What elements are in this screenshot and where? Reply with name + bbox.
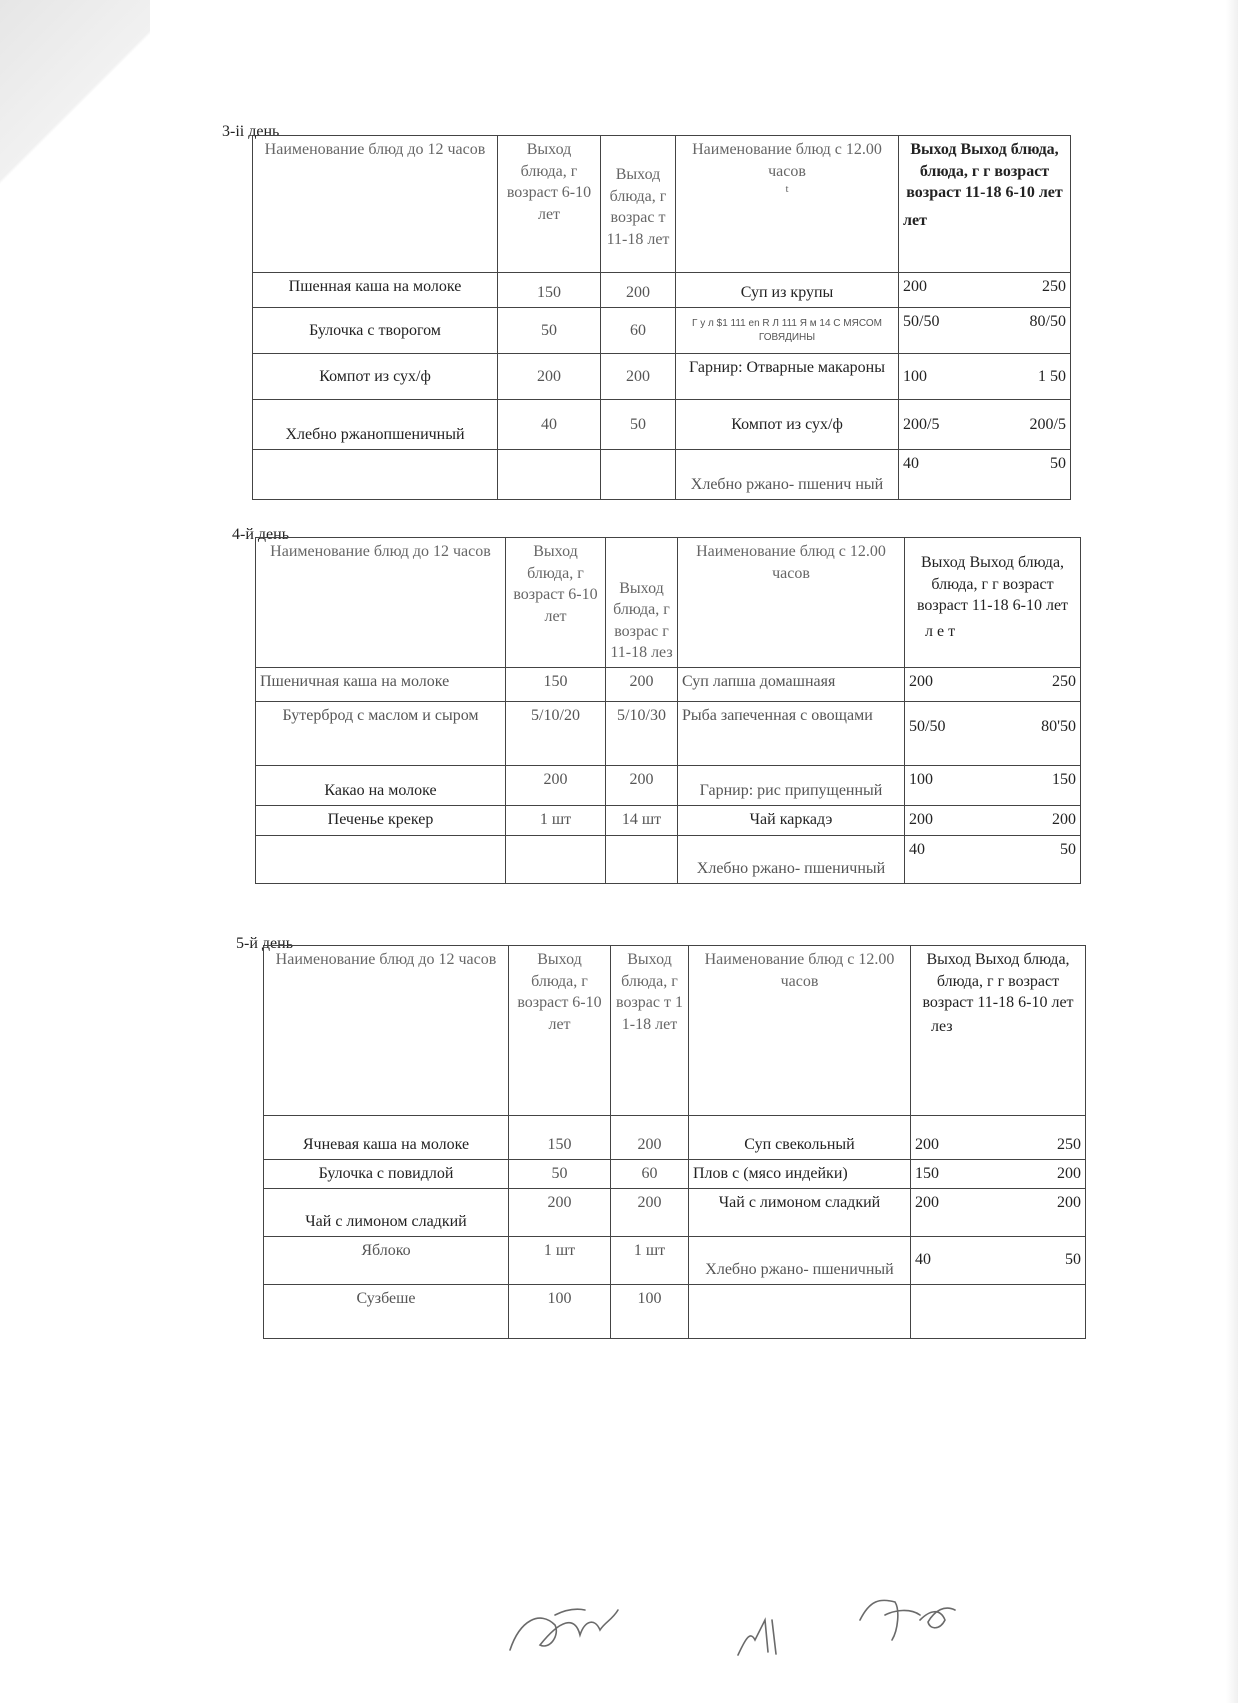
table-row <box>253 308 1071 354</box>
day-label: 5-й день <box>236 935 293 952</box>
header-morning-output-11-18: Выход блюда, г возрас г 11-18 лез <box>606 538 678 668</box>
afternoon-outputs <box>905 806 1081 836</box>
table-row <box>253 354 1071 400</box>
afternoon-outputs <box>899 400 1071 450</box>
morning-dish <box>253 450 498 500</box>
header-afternoon-name <box>678 538 905 668</box>
morning-output-11-18: 60 <box>601 308 676 354</box>
morning-output-11-18 <box>601 450 676 500</box>
table-row <box>253 400 1071 450</box>
morning-dish: Сузбеше <box>264 1284 509 1338</box>
header-afternoon-name-text: Наименование блюд с 12.00 часов <box>692 141 882 180</box>
afternoon-output-b: 80/50 <box>1029 313 1066 330</box>
table-row <box>264 1284 1086 1338</box>
morning-output-6-10: 100 <box>509 1284 611 1338</box>
morning-output-11-18: 200 <box>606 766 678 806</box>
afternoon-output-b: 1 50 <box>1038 367 1066 385</box>
morning-dish <box>256 836 506 884</box>
morning-output-11-18: 14 шт <box>606 806 678 836</box>
header-afternoon-output-tail: лет <box>903 211 927 229</box>
afternoon-dish: Чай каркадэ <box>678 806 905 836</box>
menu-table-day-4 <box>255 537 1081 884</box>
header-morning-name: Наименование блюд до 12 часов <box>253 136 498 273</box>
morning-dish: Хлебно ржанопшеничный <box>253 400 498 450</box>
afternoon-output-a: 40 <box>903 455 919 472</box>
afternoon-output-a: 40 <box>909 841 925 858</box>
morning-dish: Компот из сух/ф <box>253 354 498 400</box>
morning-dish: Чай с лимоном сладкий <box>264 1188 509 1236</box>
morning-output-6-10: 150 <box>498 273 601 308</box>
morning-output-11-18: 50 <box>601 400 676 450</box>
afternoon-dish: Суп лапша домашнаяя <box>678 668 905 702</box>
morning-output-6-10: 50 <box>498 308 601 354</box>
afternoon-output-a: 200 <box>915 1193 939 1211</box>
header-afternoon-output-text: Выход Выход блюда, блюда, г г возраст возраст 11-18 6-10 лет <box>922 951 1074 1012</box>
table-row <box>256 702 1081 766</box>
afternoon-output-a: 40 <box>915 1251 931 1269</box>
afternoon-outputs <box>899 450 1071 500</box>
afternoon-dish: Хлебно ржано- пшенич ный <box>676 450 899 500</box>
morning-dish: Яблоко <box>264 1236 509 1284</box>
afternoon-dish: Чай с лимоном сладкий <box>689 1188 911 1236</box>
morning-output-6-10: 50 <box>509 1160 611 1189</box>
afternoon-dish: Гарнир: Отварные макароны <box>676 354 899 400</box>
morning-output-11-18: 200 <box>611 1188 689 1236</box>
afternoon-outputs <box>911 1116 1086 1160</box>
afternoon-dish: Гарнир: рис припущенный <box>678 766 905 806</box>
morning-output-11-18: 200 <box>601 273 676 308</box>
afternoon-dish <box>689 1284 911 1338</box>
table-row <box>256 668 1081 702</box>
afternoon-output-b: 250 <box>1042 278 1066 295</box>
header-afternoon-output <box>905 538 1081 668</box>
morning-output-6-10: 150 <box>509 1116 611 1160</box>
scan-edge <box>1226 0 1238 1703</box>
morning-output-6-10: 1 шт <box>506 806 606 836</box>
morning-output-6-10: 200 <box>498 354 601 400</box>
afternoon-dish: Хлебно ржано- пшеничный <box>689 1236 911 1284</box>
afternoon-output-b: 50 <box>1060 841 1076 858</box>
morning-dish: Пшенная каша на молоке <box>253 273 498 308</box>
menu-table-day-3 <box>252 135 1071 500</box>
afternoon-output-a: 200 <box>915 1136 939 1154</box>
morning-output-11-18: 200 <box>606 668 678 702</box>
afternoon-dish: Рыба запеченная с овощами <box>678 702 905 766</box>
afternoon-output-b: 200 <box>1052 811 1076 828</box>
afternoon-output-a: 200 <box>909 811 933 828</box>
morning-dish: Ячневая каша на молоке <box>264 1116 509 1160</box>
afternoon-output-a: 200/5 <box>903 415 940 433</box>
scan-corner-shadow <box>0 0 150 300</box>
table-row <box>256 766 1081 806</box>
header-afternoon-name-text: Наименование блюд с 12.00 часов <box>704 951 895 990</box>
afternoon-dish: Компот из сух/ф <box>676 400 899 450</box>
afternoon-outputs <box>905 766 1081 806</box>
afternoon-outputs <box>899 273 1071 308</box>
header-morning-output-11-18: Выход блюда, г возрас т 1 1-18 лет <box>611 946 689 1116</box>
table-row <box>264 1116 1086 1160</box>
morning-dish: Какао на молоке <box>256 766 506 806</box>
header-afternoon-name <box>676 136 899 273</box>
morning-dish: Булочка с повидлой <box>264 1160 509 1189</box>
morning-dish: Пшеничная каша на молоке <box>256 668 506 702</box>
afternoon-outputs <box>905 836 1081 884</box>
table-row <box>256 806 1081 836</box>
afternoon-output-a: 150 <box>915 1165 939 1182</box>
afternoon-outputs <box>911 1236 1086 1284</box>
table-row <box>264 1188 1086 1236</box>
header-morning-output-6-10: Выход блюда, г возраст 6-10 лет <box>506 538 606 668</box>
day-label: 3-ii день <box>222 123 280 140</box>
morning-dish: Бутерброд с маслом и сыром <box>256 702 506 766</box>
morning-output-6-10: 200 <box>509 1188 611 1236</box>
afternoon-dish: Хлебно ржано- пшеничный <box>678 836 905 884</box>
afternoon-outputs <box>905 668 1081 702</box>
menu-table-day-5 <box>263 945 1086 1339</box>
afternoon-output-a: 200 <box>903 278 927 295</box>
afternoon-output-b: 80'50 <box>1041 718 1076 735</box>
header-morning-name: Наименование блюд до 12 часов <box>264 946 509 1116</box>
afternoon-output-a: 100 <box>903 367 927 385</box>
header-afternoon-name-text: Наименование блюд с 12.00 часов <box>696 543 886 582</box>
header-afternoon-name <box>689 946 911 1116</box>
afternoon-output-b: 200/5 <box>1029 415 1066 433</box>
header-afternoon-output <box>911 946 1086 1116</box>
morning-output-6-10 <box>506 836 606 884</box>
afternoon-output-b: 200 <box>1057 1193 1081 1211</box>
afternoon-outputs <box>905 702 1081 766</box>
morning-output-11-18 <box>606 836 678 884</box>
morning-output-11-18: 200 <box>611 1116 689 1160</box>
afternoon-output-b: 200 <box>1057 1165 1081 1182</box>
morning-output-6-10: 200 <box>506 766 606 806</box>
signatures <box>500 1580 1060 1670</box>
table-row <box>264 1236 1086 1284</box>
signature-2 <box>738 1620 776 1655</box>
afternoon-dish: Суп из крупы <box>676 273 899 308</box>
afternoon-dish: Г у л $1 111 en R Л 111 Я м 14 С МЯСОМ ГОВЯДИНЫ <box>676 308 899 354</box>
afternoon-outputs <box>911 1284 1086 1338</box>
morning-output-6-10: 150 <box>506 668 606 702</box>
signature-1 <box>510 1609 618 1650</box>
header-afternoon-output <box>899 136 1071 273</box>
afternoon-output-b: 50 <box>1050 455 1066 472</box>
morning-dish: Булочка с творогом <box>253 308 498 354</box>
morning-output-6-10: 1 шт <box>509 1236 611 1284</box>
header-morning-output-11-18: Выход блюда, г возрас т 11-18 лет <box>601 136 676 273</box>
afternoon-dish: Плов с (мясо индейки) <box>689 1160 911 1189</box>
afternoon-output-a: 100 <box>909 771 933 788</box>
table-row <box>253 450 1071 500</box>
signature-3 <box>860 1600 955 1640</box>
afternoon-output-b: 250 <box>1057 1136 1081 1154</box>
afternoon-output-b: 50 <box>1065 1251 1081 1269</box>
morning-dish: Печенье крекер <box>256 806 506 836</box>
table-row <box>256 836 1081 884</box>
afternoon-output-a: 50/50 <box>903 313 940 330</box>
afternoon-output-b: 150 <box>1052 771 1076 788</box>
afternoon-outputs <box>899 308 1071 354</box>
morning-output-11-18: 1 шт <box>611 1236 689 1284</box>
header-morning-name: Наименование блюд до 12 часов <box>256 538 506 668</box>
header-afternoon-output-text: Выход Выход блюда, блюда, г г возраст возраст 11-18 6-10 лет <box>906 141 1063 202</box>
afternoon-outputs <box>911 1160 1086 1189</box>
afternoon-outputs <box>899 354 1071 400</box>
morning-output-11-18: 60 <box>611 1160 689 1189</box>
header-afternoon-output-text: Выход Выход блюда, блюда, г г возраст возраст 11-18 6-10 лет <box>916 554 1069 615</box>
afternoon-outputs <box>911 1188 1086 1236</box>
morning-output-6-10: 5/10/20 <box>506 702 606 766</box>
afternoon-output-a: 50/50 <box>909 718 946 735</box>
morning-output-11-18: 5/10/30 <box>606 702 678 766</box>
header-morning-output-6-10: Выход блюда, г возраст 6-10 лет <box>498 136 601 273</box>
header-morning-output-6-10: Выход блюда, г возраст 6-10 лет <box>509 946 611 1116</box>
morning-output-11-18: 200 <box>601 354 676 400</box>
morning-output-11-18: 100 <box>611 1284 689 1338</box>
afternoon-output-a: 200 <box>909 673 933 690</box>
table-row <box>253 273 1071 308</box>
afternoon-output-b: 250 <box>1052 673 1076 690</box>
afternoon-dish: Суп свекольный <box>689 1116 911 1160</box>
morning-output-6-10: 40 <box>498 400 601 450</box>
header-afternoon-name-mark: t <box>785 183 789 196</box>
day-label: 4-й день <box>232 526 289 543</box>
header-afternoon-output-tail: лез <box>931 1017 953 1035</box>
morning-output-6-10 <box>498 450 601 500</box>
table-row <box>264 1160 1086 1189</box>
header-afternoon-output-tail: л е т <box>925 622 956 640</box>
